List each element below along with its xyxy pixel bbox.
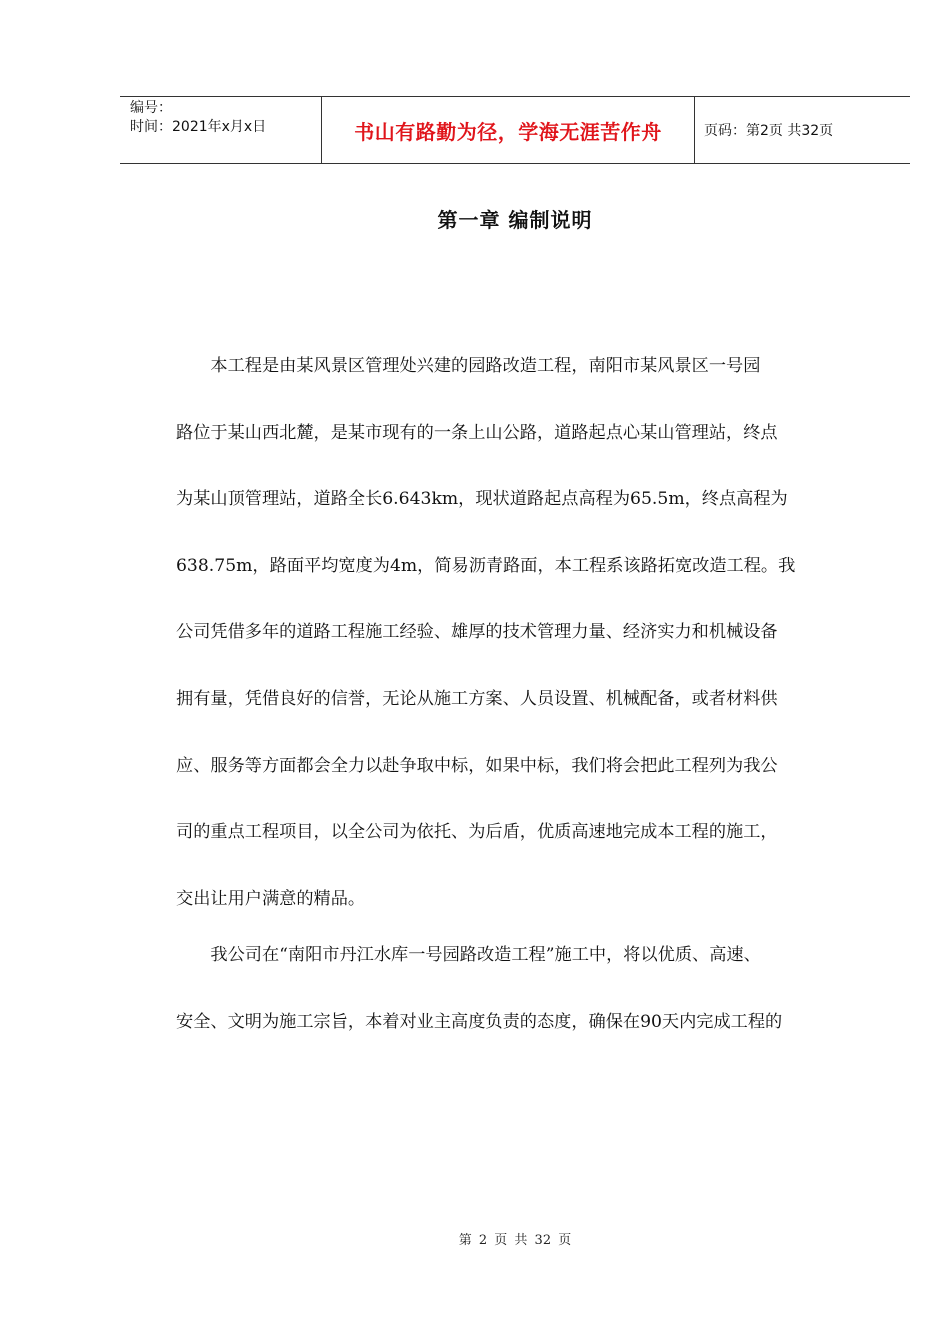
text-line: 公司凭借多年的道路工程施工经验、雄厚的技术管理力量、经济实力和机械设备 (176, 622, 778, 643)
header-motto: 书山有路勤为径，学海无涯苦作舟 (321, 97, 695, 163)
text-line: 应、服务等方面都会全力以赴争取中标，如果中标，我们将会把此工程列为我公 (176, 755, 778, 776)
page-footer: 第 2 页 共 32 页 (458, 1233, 572, 1248)
text-line: 638.75m，路面平均宽度为4m，简易沥青路面，本工程系该路拓宽改造工程。我 (176, 555, 796, 576)
text-line: 路位于某山西北麓，是某市现有的一条上山公路，道路起点心某山管理站，终点 (176, 422, 778, 443)
header-page-number: 页码：第2页 共32页 (704, 123, 834, 139)
chapter-title: 第一章 编制说明 (437, 208, 593, 232)
text-line: 为某山顶管理站，道路全长6.643km，现状道路起点高程为65.5m，终点高程为 (176, 489, 788, 510)
text-line: 交出让用户满意的精品。 (176, 888, 366, 909)
text-line: 我公司在“南阳市丹江水库一号园路改造工程”施工中，将以优质、高速、 (176, 945, 761, 965)
page-header (120, 96, 910, 164)
text-line: 拥有量，凭借良好的信誉，无论从施工方案、人员设置、机械配备，或者材料供 (176, 688, 778, 709)
document-time: 时间：2021年x月x日 (130, 119, 267, 135)
paragraph-1 (176, 333, 856, 932)
text-line: 本工程是由某风景区管理处兴建的园路改造工程，南阳市某风景区一号园 (176, 356, 761, 376)
text-line: 安全、文明为施工宗旨，本着对业主高度负责的态度，确保在90天内完成工程的 (176, 1011, 783, 1032)
document-number-label: 编号： (130, 100, 172, 116)
text-line: 司的重点工程项目，以全公司为依托、为后盾，优质高速地完成本工程的施工， (176, 822, 778, 843)
paragraph-2 (176, 922, 856, 1055)
header-meta (120, 97, 321, 163)
